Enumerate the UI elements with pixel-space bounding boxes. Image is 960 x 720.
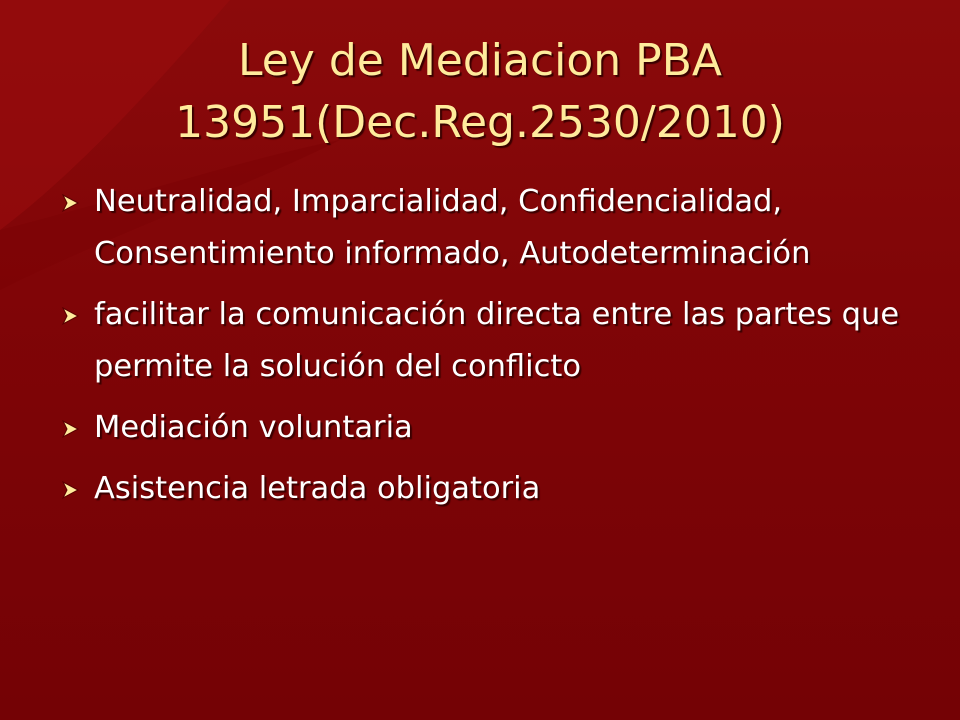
- slide-title: [60, 30, 900, 154]
- bullet-list: [60, 176, 920, 524]
- bullet-item: [60, 289, 920, 393]
- arrowhead-bullet-icon: [60, 419, 80, 439]
- arrowhead-bullet-icon: [60, 480, 80, 500]
- arrowhead-bullet-icon: [60, 193, 80, 213]
- bullet-item: [60, 402, 920, 454]
- bullet-item: [60, 176, 920, 280]
- bullet-text: facilitar la comunicación directa entre las partes que permite la solución del conflicto: [94, 297, 900, 384]
- bullet-text: Neutralidad, Imparcialidad, Confidencialidad, Consentimiento informado, Autodeterminación: [94, 184, 811, 271]
- title-line-1: Ley de Mediacion PBA: [238, 35, 722, 86]
- bullet-item: [60, 463, 920, 515]
- title-line-2: 13951(Dec.Reg.2530/2010): [175, 97, 785, 148]
- bullet-text: Asistencia letrada obligatoria: [94, 471, 541, 506]
- bullet-text: Mediación voluntaria: [94, 410, 413, 445]
- arrowhead-bullet-icon: [60, 306, 80, 326]
